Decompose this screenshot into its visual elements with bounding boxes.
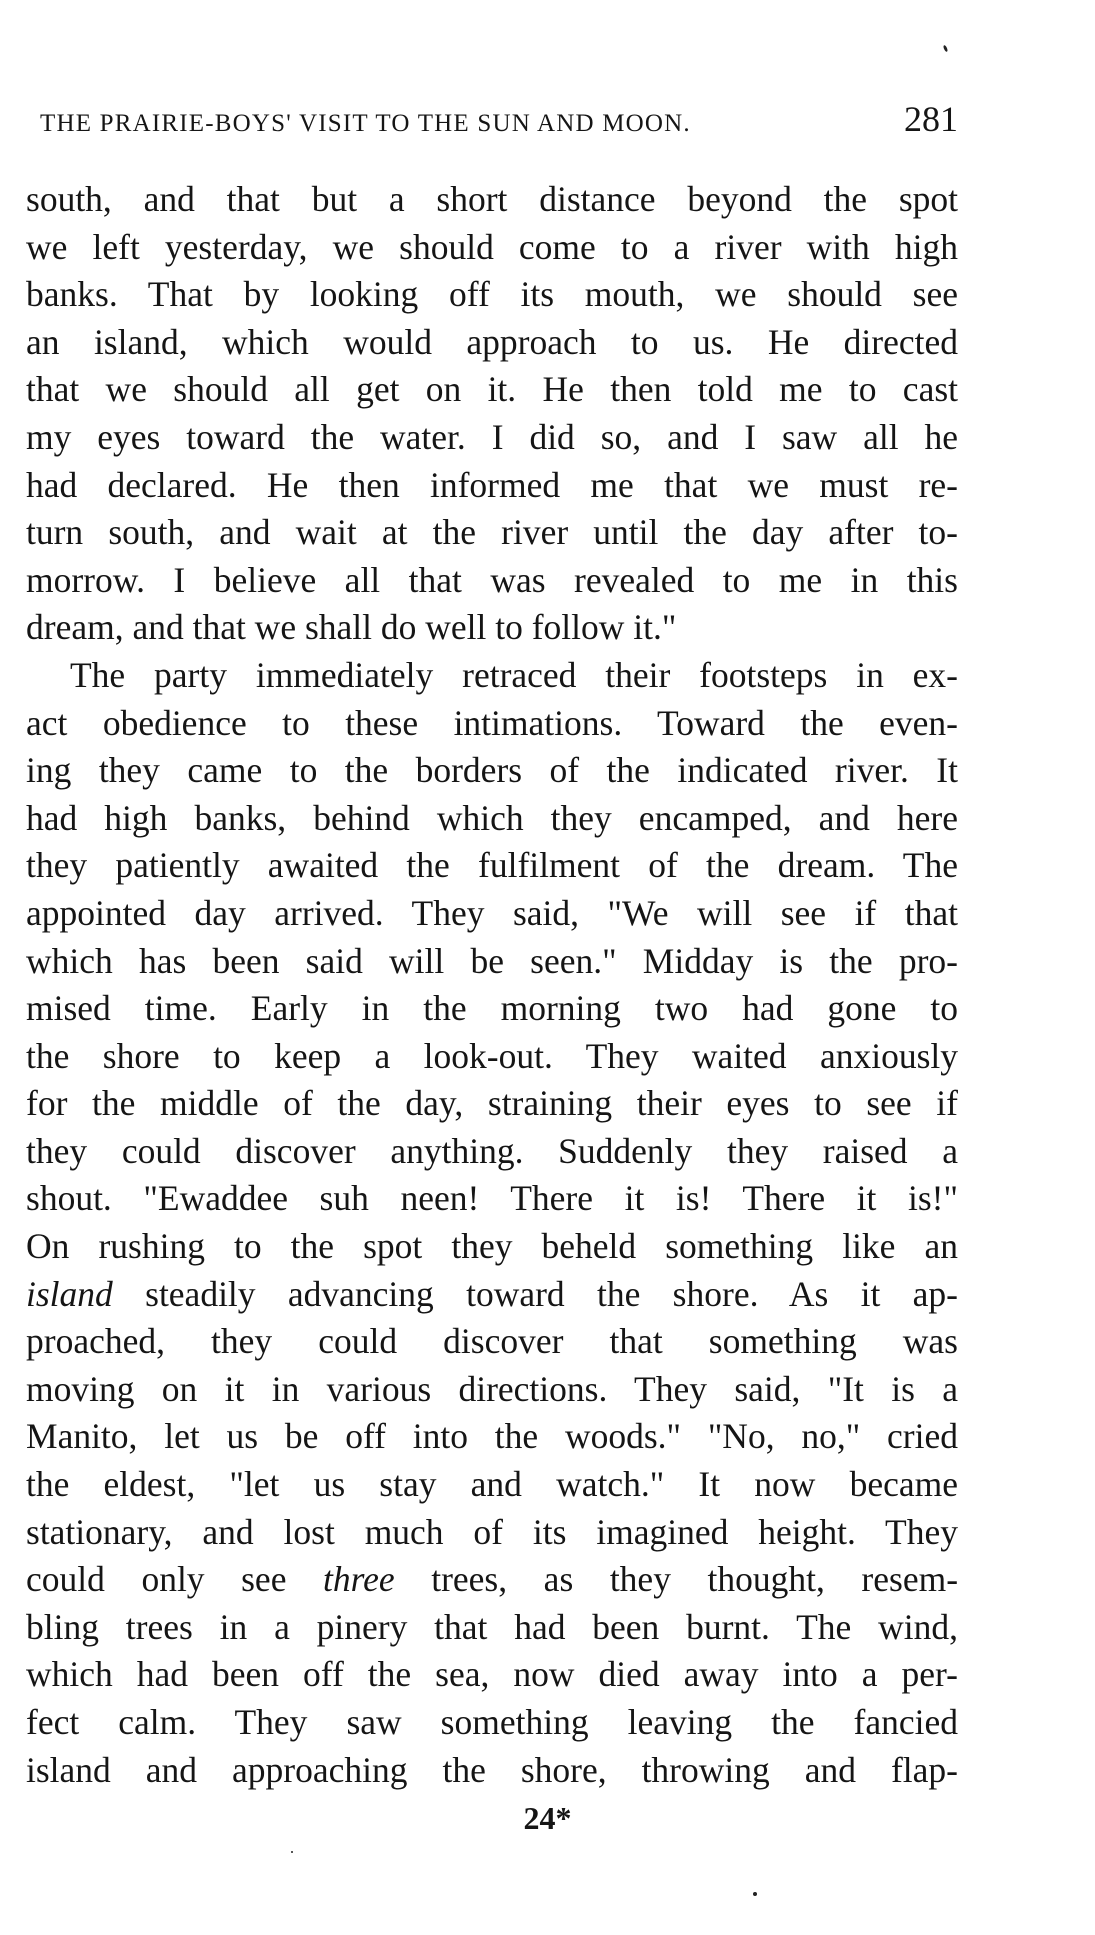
- text-line: morrow. I believe all that was revealed to me in this: [26, 559, 958, 600]
- text-line: turn south, and wait at the river until the day after to-: [26, 512, 958, 553]
- text-line: my eyes toward the water. I did so, and I saw all he: [26, 416, 958, 457]
- print-speck: [291, 1851, 293, 1853]
- text-line: dream, and that we shall do well to follow it.": [26, 607, 677, 648]
- text-line: we left yesterday, we should come to a river with high: [26, 226, 958, 267]
- line-rest: trees, as they thought, resem-: [394, 1559, 958, 1600]
- text-line: bling trees in a pinery that had been burnt. The wind,: [26, 1606, 958, 1647]
- text-line: south, and that but a short distance beyond the spot: [26, 179, 958, 219]
- text-line: On rushing to the spot they beheld something like an: [26, 1226, 958, 1267]
- text-line: fect calm. They saw something leaving the fancied: [26, 1702, 958, 1742]
- text-line: Manito, let us be off into the woods." "No, no," cried: [26, 1416, 958, 1457]
- text-line-island: [26, 1271, 958, 1319]
- signature-mark: 24*: [523, 1800, 572, 1836]
- text-line-three: [26, 1556, 958, 1604]
- text-line: banks. That by looking off its mouth, we should see: [26, 274, 958, 315]
- text-line: which has been said will be seen." Midday is the pro-: [26, 940, 958, 981]
- italic-word: three: [323, 1559, 395, 1600]
- text-line: The party immediately retraced their footsteps in ex-: [70, 654, 958, 695]
- body-text: [26, 176, 958, 1794]
- text-line: ing they came to the borders of the indicated river. It: [26, 750, 958, 791]
- text-line: act obedience to these intimations. Toward the even-: [26, 702, 958, 743]
- text-line: that we should all get on it. He then told me to cast: [26, 369, 958, 410]
- text-line: they could discover anything. Suddenly they raised a: [26, 1130, 958, 1171]
- page-header: [40, 98, 958, 138]
- line-rest: steadily advancing toward the shore. As it ap-: [112, 1273, 958, 1314]
- page-number: 281: [904, 99, 958, 139]
- text-line: they patiently awaited the fulfilment of the dream. The: [26, 845, 958, 886]
- text-line: stationary, and lost much of its imagined height. They: [26, 1511, 958, 1552]
- text-line: appointed day arrived. They said, "We will see if that: [26, 892, 958, 933]
- text-line: the eldest, "let us stay and watch." It now became: [26, 1464, 958, 1505]
- running-head: THE PRAIRIE-BOYS' VISIT TO THE SUN AND MOON.: [40, 110, 691, 137]
- line-start: could only see: [26, 1559, 324, 1600]
- text-line: which had been off the sea, now died away into a per-: [26, 1654, 958, 1695]
- text-line: the shore to keep a look-out. They waited anxiously: [26, 1035, 958, 1076]
- text-line: moving on it in various directions. They said, "It is a: [26, 1368, 958, 1409]
- text-line: an island, which would approach to us. He directed: [26, 321, 958, 362]
- text-line: mised time. Early in the morning two had gone to: [26, 988, 958, 1029]
- text-line: proached, they could discover that something was: [26, 1321, 958, 1362]
- text-line: had high banks, behind which they encamped, and here: [26, 797, 958, 838]
- print-speck: [943, 45, 949, 53]
- text-line: island and approaching the shore, throwing and flap-: [26, 1749, 958, 1790]
- print-speck: [753, 1892, 757, 1896]
- text-line: had declared. He then informed me that we must re-: [26, 464, 958, 505]
- text-line: shout. "Ewaddee suh neen! There it is! There it is!": [26, 1178, 958, 1219]
- italic-word: island: [26, 1273, 113, 1314]
- text-line: for the middle of the day, straining their eyes to see if: [26, 1083, 958, 1124]
